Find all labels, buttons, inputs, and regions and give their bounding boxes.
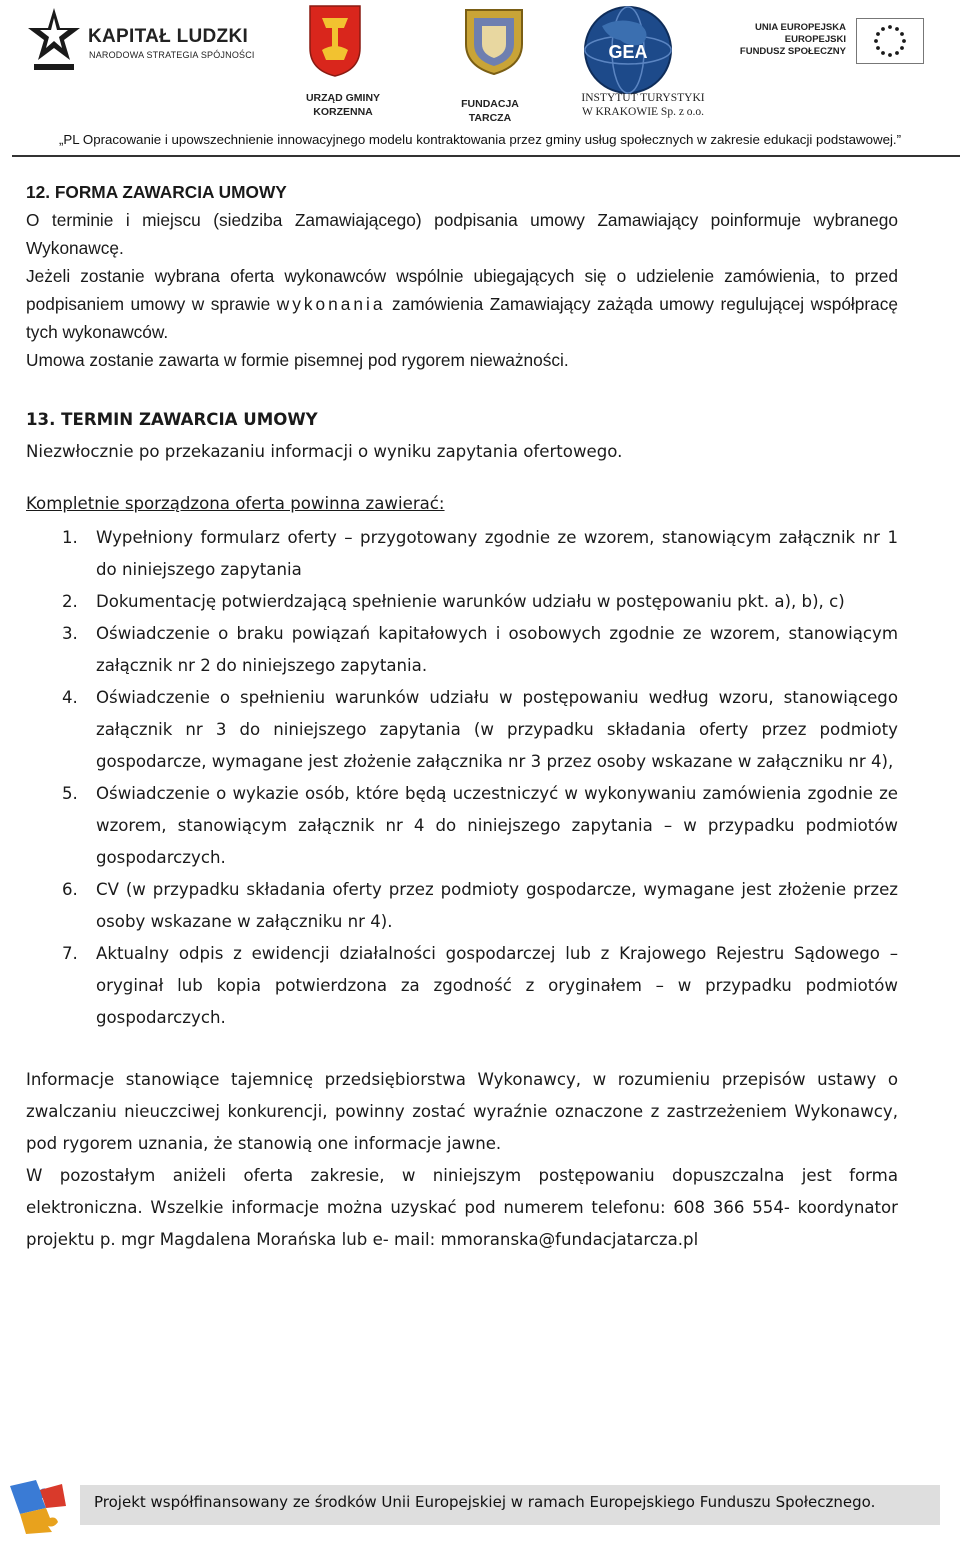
- ue-line-3: FUNDUSZ SPOŁECZNY: [739, 46, 846, 57]
- instytut-line-2: W KRAKOWIE Sp. z o.o.: [581, 106, 705, 118]
- ue-line-2: EUROPEJSKI: [784, 34, 846, 45]
- p2-part-2: zamówienia Zamawiający zażąda umowy regulującej współpracę tych wykonawców.: [26, 294, 898, 342]
- section-13-heading: 13. TERMIN ZAWARCIA UMOWY: [26, 410, 318, 429]
- section-12-heading: 12. FORMA ZAWARCIA UMOWY: [26, 182, 287, 202]
- puzzle-logo-icon: [6, 1476, 68, 1534]
- list-item-number: 3.: [62, 624, 78, 643]
- kapital-ludzki-logo: [28, 6, 268, 74]
- header-divider: [12, 155, 960, 157]
- list-item: [26, 586, 898, 618]
- footer-funding-text: Projekt współfinansowany ze środków Unii Europejskiej w ramach Europejskiego Funduszu Społecznego.: [94, 1493, 876, 1511]
- section-12-paragraph-2: [26, 262, 898, 346]
- confidentiality-paragraph: Informacje stanowiące tajemnicę przedsiębiorstwa Wykonawcy, w rozumieniu przepisów ustawy o zwalczaniu nieuczciwej konkurencji, powinny zostać wyraźnie oznaczone z zastrzeżeniem Wykonawcy, pod rygorem uznania, że stanowią one informacje jawne.: [26, 1070, 898, 1153]
- offer-contents-title: Kompletnie sporządzona oferta powinna zawierać:: [26, 494, 445, 513]
- p2-spaced-word: wykonania: [276, 294, 386, 314]
- list-item: [26, 618, 898, 682]
- section-12-paragraph-1: O terminie i miejscu (siedziba Zamawiającego) podpisania umowy Zamawiający poinformuje wybranego Wykonawcę.: [26, 210, 898, 258]
- page-footer: [0, 1470, 960, 1547]
- list-item-number: 6.: [62, 880, 78, 899]
- offer-contents-list: [26, 522, 898, 1034]
- ue-line-1: UNIA EUROPEJSKA: [755, 22, 846, 33]
- list-item-number: 4.: [62, 688, 78, 707]
- instytut-line-1: INSTYTUT TURYSTYKI: [581, 92, 705, 104]
- ue-efs-logo: [739, 18, 928, 68]
- list-item: [26, 682, 898, 778]
- list-item: [26, 522, 898, 586]
- list-item-number: 7.: [62, 944, 78, 963]
- list-item-text: Oświadczenie o wykazie osób, które będą uczestniczyć w wykonywaniu zamówienia zgodnie ze wzorem, stanowiącym załącznik nr 4 do niniejszego zapytania – w przypadku podmiotów gospodarczych.: [96, 784, 898, 867]
- spacer: [26, 374, 898, 404]
- list-item-number: 5.: [62, 784, 78, 803]
- gea-label: GEA: [608, 42, 648, 62]
- p2-part-1: Jeżeli zostanie wybrana oferta wykonawców wspólnie ubiegających się o udzielenie zamówienia, to przed podpisaniem umowy w sprawie: [26, 266, 898, 314]
- section-13-paragraph-1: Niezwłocznie po przekazaniu informacji o wyniku zapytania ofertowego.: [26, 442, 623, 461]
- fundacja-tarcza-shield-icon: [462, 6, 526, 76]
- list-item: [26, 938, 898, 1034]
- urzad-gminy-caption: [300, 91, 386, 119]
- page-header: [0, 0, 960, 160]
- ue-text: [740, 22, 846, 58]
- eu-flag-icon: [856, 18, 924, 64]
- kapital-ludzki-star-icon: [28, 6, 80, 74]
- list-item-text: Wypełniony formularz oferty – przygotowany zgodnie ze wzorem, stanowiącym załącznik nr 1 do niniejszego zapytania: [96, 528, 898, 579]
- gea-globe-icon: [580, 4, 676, 96]
- spacer: [26, 468, 898, 488]
- document-body: [26, 178, 898, 1256]
- section-12-paragraph-3: Umowa zostanie zawarta w formie pisemnej pod rygorem nieważności.: [26, 350, 569, 370]
- instytut-caption: [568, 91, 718, 119]
- kapital-ludzki-subtitle: NARODOWA STRATEGIA SPÓJNOŚCI: [89, 50, 255, 60]
- urzad-line-1: URZĄD GMINY: [305, 92, 381, 104]
- list-item-text: CV (w przypadku składania oferty przez podmioty gospodarcze, wymagane jest złożenie przez osoby wskazane w załączniku nr 4).: [96, 880, 898, 931]
- list-item-text: Dokumentację potwierdzającą spełnienie warunków udziału w postępowaniu pkt. a), b), c): [96, 592, 845, 611]
- urzad-line-2: KORZENNA: [313, 106, 373, 118]
- list-item-number: 1.: [62, 528, 78, 547]
- list-item-text: Aktualny odpis z ewidencji działalności gospodarczej lub z Krajowego Rejestru Sądowego – oryginał lub kopia potwierdzona za zgodność z oryginałem – w przypadku podmiotów gospodarczych.: [96, 944, 898, 1027]
- list-item: [26, 778, 898, 874]
- list-item-text: Oświadczenie o braku powiązań kapitałowych i osobowych zgodnie ze wzorem, stanowiącym załącznik nr 2 do niniejszego zapytania.: [96, 624, 898, 675]
- fundacja-tarcza-caption: FUNDACJA TARCZA: [461, 98, 519, 124]
- spacer: [26, 1034, 898, 1064]
- list-item-text: Oświadczenie o spełnieniu warunków udziału w postępowaniu według wzoru, stanowiącego załącznik nr 3 do niniejszego zapytania (w przypadku składania oferty przez podmioty gospodarcze, wymagane jest złożenie załącznika nr 3 przez osoby wskazane w załączniku nr 4),: [96, 688, 898, 771]
- list-item: [26, 874, 898, 938]
- contact-paragraph: W pozostałym aniżeli oferta zakresie, w niniejszym postępowaniu dopuszczalna jest forma elektroniczna. Wszelkie informacje można uzyskać pod numerem telefonu: 608 366 554- koordynator projektu p. mgr Magdalena Morańska lub e- mail: mmoranska@fundacjatarcza.pl: [26, 1166, 898, 1249]
- kapital-ludzki-title: KAPITAŁ LUDZKI: [88, 26, 249, 47]
- project-title-line: „PL Opracowanie i upowszechnienie innowacyjnego modelu kontraktowania przez gminy usług społecznych w zakresie edukacji podstawowej.”: [58, 132, 902, 147]
- korzenna-crest-icon: [308, 4, 362, 78]
- list-item-number: 2.: [62, 592, 78, 611]
